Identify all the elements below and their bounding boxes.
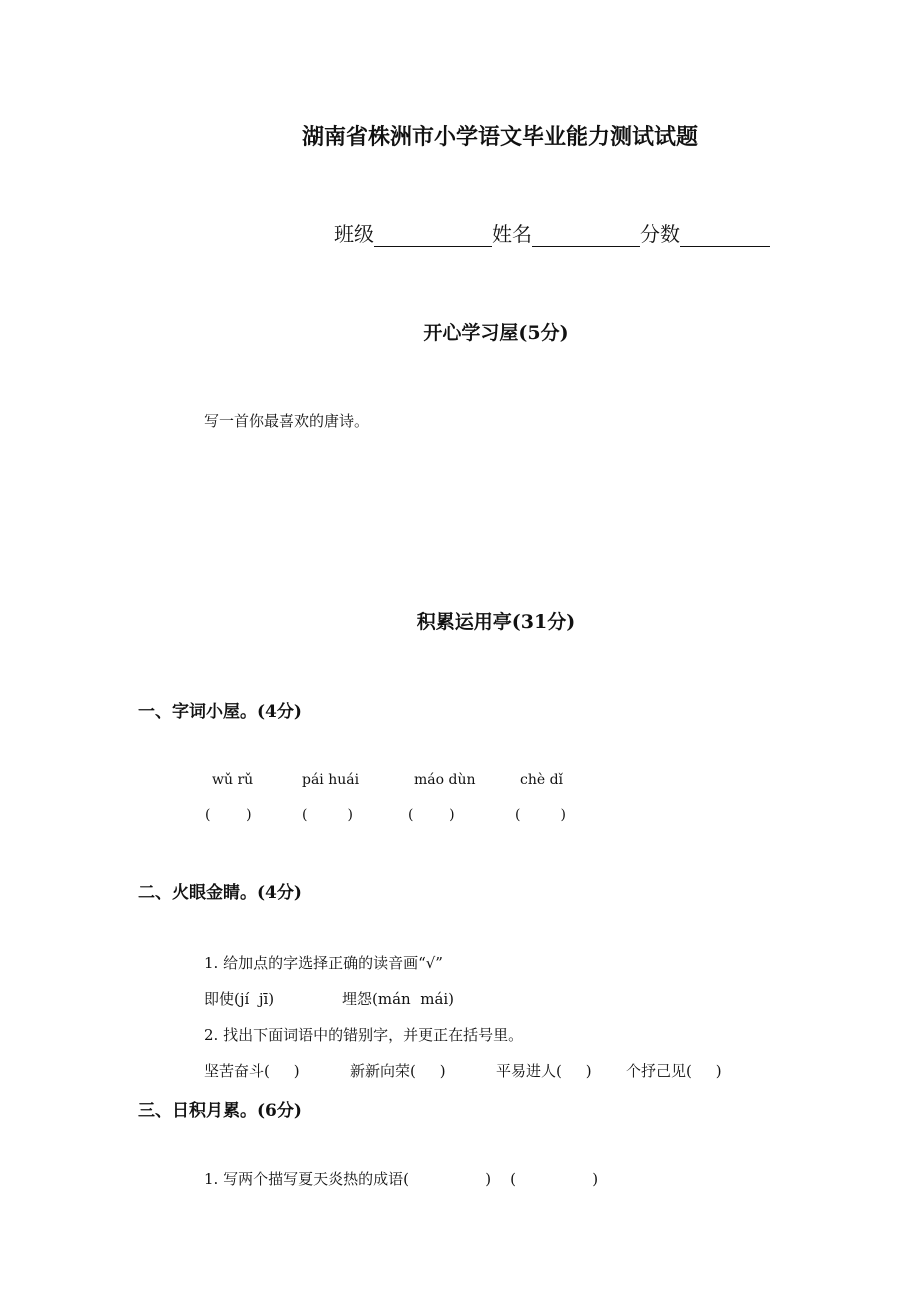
section-heading-happy-study: 开心学习屋(5分) xyxy=(423,322,569,344)
typo-word[interactable]: 个抒己见( ) xyxy=(626,1062,722,1080)
question-1-heading: 一、字词小屋。(4分) xyxy=(138,702,302,722)
question-3-heading: 三、日积月累。(6分) xyxy=(138,1101,302,1121)
typo-word[interactable]: 坚苦奋斗( ) xyxy=(204,1062,300,1080)
name-blank[interactable] xyxy=(532,224,640,247)
poem-prompt: 写一首你最喜欢的唐诗。 xyxy=(204,412,370,430)
question-2-line-1: 1. 给加点的字选择正确的读音画“√” xyxy=(204,954,443,972)
pinyin-item: wǔ rǔ xyxy=(212,772,254,788)
name-label: 姓名 xyxy=(492,222,532,246)
question-2-heading: 二、火眼金睛。(4分) xyxy=(138,883,302,903)
student-info-row xyxy=(334,218,770,247)
question-2-line-3: 2. 找出下面词语中的错别字，并更正在括号里。 xyxy=(204,1026,524,1044)
section-heading-accumulation: 积累运用亭(31分) xyxy=(416,611,576,633)
class-blank[interactable] xyxy=(374,224,492,247)
class-label: 班级 xyxy=(334,222,374,246)
typo-word[interactable]: 新新向荣( ) xyxy=(350,1062,446,1080)
pinyin-item: chè dǐ xyxy=(520,772,564,788)
answer-paren[interactable]: ( ) xyxy=(205,807,252,823)
answer-paren[interactable]: ( ) xyxy=(408,807,455,823)
score-label: 分数 xyxy=(640,222,680,246)
question-3-line-1[interactable]: 1. 写两个描写夏天炎热的成语( ) ( ) xyxy=(204,1170,599,1188)
typo-word[interactable]: 平易进人( ) xyxy=(496,1062,592,1080)
page-title: 湖南省株洲市小学语文毕业能力测试试题 xyxy=(301,124,698,150)
pinyin-item: pái huái xyxy=(302,772,360,788)
reading-choice-2[interactable]: 埋怨(mán mái) xyxy=(342,990,455,1008)
answer-paren[interactable]: ( ) xyxy=(302,807,353,823)
pinyin-item: máo dùn xyxy=(414,772,476,788)
score-blank[interactable] xyxy=(680,224,770,247)
reading-choice-1[interactable]: 即使(jí jī) xyxy=(204,990,275,1008)
answer-paren[interactable]: ( ) xyxy=(515,807,566,823)
